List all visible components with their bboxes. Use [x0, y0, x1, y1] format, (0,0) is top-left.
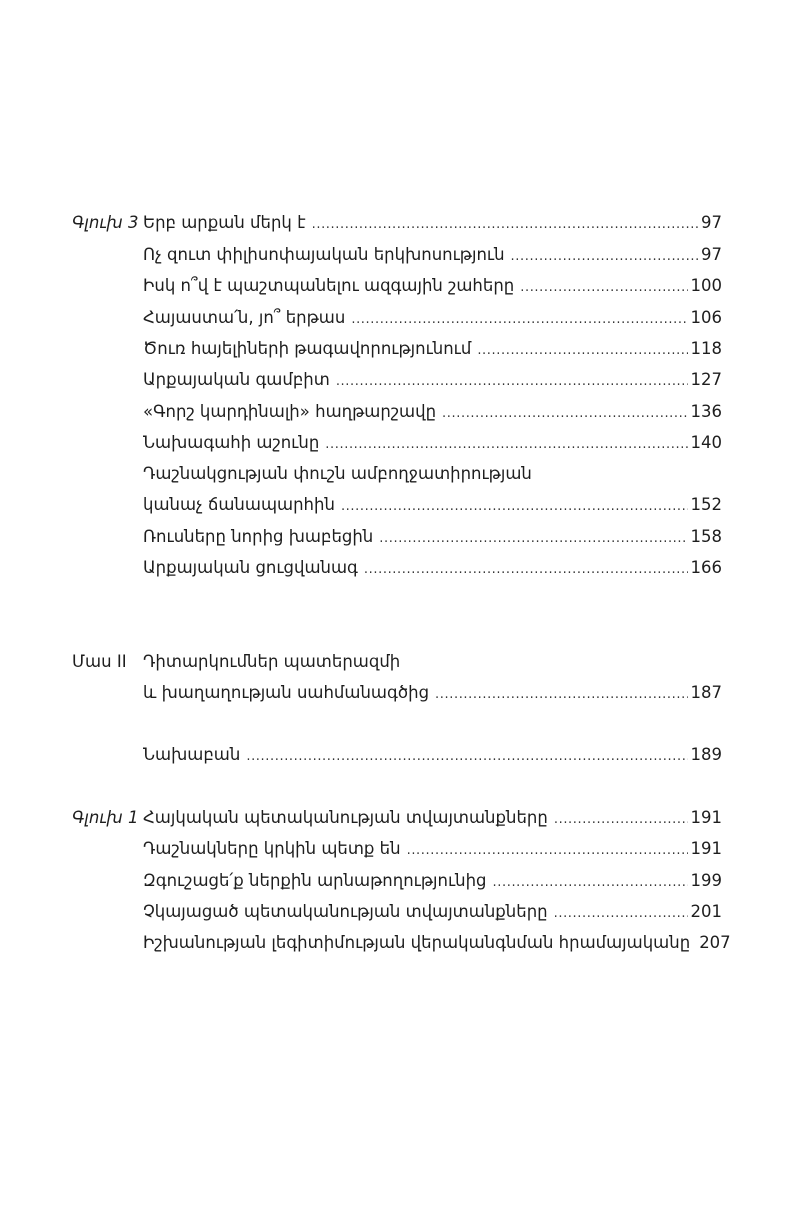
- toc-entry: [143, 834, 722, 866]
- toc-entry: [143, 428, 722, 460]
- entry-title: Դաշնակները կրկին պետք են: [143, 839, 401, 858]
- page-number: 136: [690, 402, 722, 421]
- dot-leader: [442, 399, 687, 429]
- toc-row[interactable]: [0, 522, 797, 552]
- toc-chapter-row[interactable]: [0, 803, 797, 833]
- toc-entry: [143, 740, 722, 772]
- toc-row[interactable]: [0, 897, 797, 927]
- toc-entry: [143, 334, 722, 366]
- dot-leader: [341, 492, 688, 522]
- entry-title: Նախագահի աշունը: [143, 433, 320, 452]
- toc-entry: [143, 240, 722, 272]
- toc-entry: [143, 271, 722, 303]
- entry-title: Դաշնակցության փուշն ամբողջատիրության: [143, 464, 532, 483]
- toc-entry: [143, 365, 722, 397]
- dot-leader: [435, 680, 687, 710]
- dot-leader: [246, 742, 687, 772]
- toc-row[interactable]: [0, 428, 797, 458]
- page-number: 140: [690, 433, 722, 452]
- toc-entry: [143, 208, 722, 240]
- dot-leader: [520, 273, 687, 303]
- entry-title: Զգուշացե՛ք ներքին արնաթողությունից: [143, 871, 487, 890]
- page-number: 207: [699, 933, 731, 952]
- page-number: 158: [690, 527, 722, 546]
- dot-leader: [336, 367, 688, 397]
- toc-row[interactable]: [0, 303, 797, 333]
- page-number: 97: [701, 245, 722, 264]
- dot-leader: [407, 836, 688, 866]
- toc-entry: [143, 678, 722, 710]
- toc-part-row[interactable]: [0, 647, 797, 677]
- toc-entry: [143, 928, 731, 960]
- entry-title: կանաչ ճանապարհին: [143, 495, 335, 514]
- toc-entry: [143, 803, 722, 835]
- toc-row[interactable]: [0, 397, 797, 427]
- toc-row[interactable]: [0, 866, 797, 896]
- entry-title: Իսկ ո՞վ է պաշտպանելու ազգային շահերը: [143, 276, 515, 295]
- entry-title: Արքայական գամբիտ: [143, 370, 330, 389]
- toc-row[interactable]: [0, 334, 797, 364]
- page-number: 189: [690, 745, 722, 764]
- chapter-label: Գլուխ 1: [72, 808, 139, 827]
- page-number: 191: [690, 808, 722, 827]
- toc-entry: [143, 397, 722, 429]
- toc-entry: [143, 303, 722, 335]
- dot-leader: [325, 430, 687, 460]
- entry-title: Իշխանության լեգիտիմության վերականգնման հրամայականը: [143, 933, 691, 952]
- part-title-line2: և խաղաղության սահմանագծից: [143, 683, 430, 702]
- toc-entry: [143, 866, 722, 898]
- toc-row[interactable]: [0, 240, 797, 270]
- toc-row[interactable]: [0, 553, 797, 583]
- dot-leader: [351, 305, 687, 335]
- toc-entry: [143, 897, 722, 929]
- preface-title: Նախաբան: [143, 745, 241, 764]
- chapter-title: Հայկական պետականության տվայտանքները: [143, 808, 548, 827]
- part-title-line1: Դիտարկումներ պատերազմի: [143, 652, 401, 671]
- page-number: 127: [690, 370, 722, 389]
- part-label: Մաս II: [72, 652, 127, 671]
- dot-leader: [312, 210, 698, 240]
- toc-row[interactable]: [0, 365, 797, 395]
- dot-leader: [379, 524, 687, 554]
- dot-leader: [511, 242, 698, 272]
- page-number: 166: [690, 558, 722, 577]
- dot-leader: [493, 868, 688, 898]
- toc-entry: [143, 522, 722, 554]
- toc-row[interactable]: [0, 490, 797, 520]
- page-number: 152: [690, 495, 722, 514]
- toc-row-continued[interactable]: [0, 459, 797, 489]
- page-number: 97: [701, 213, 722, 232]
- toc-chapter-row[interactable]: [0, 208, 797, 238]
- toc-entry: [143, 459, 722, 489]
- page-number: 191: [690, 839, 722, 858]
- toc-entry: [143, 553, 722, 585]
- dot-leader: [554, 805, 688, 835]
- entry-title: Ծուռ հայելիների թագավորությունում: [143, 339, 472, 358]
- entry-title: Հայաստա՛ն, յո՞ երթաս: [143, 308, 346, 327]
- toc-row[interactable]: [0, 271, 797, 301]
- toc-entry: [143, 647, 722, 677]
- entry-title: Չկայացած պետականության տվայտանքները: [143, 902, 548, 921]
- toc-part-row-continued[interactable]: [0, 678, 797, 708]
- entry-title: Արքայական ցուցվանագ: [143, 558, 358, 577]
- page-number: 187: [690, 683, 722, 702]
- page-number: 100: [690, 276, 722, 295]
- page-number: 106: [690, 308, 722, 327]
- page-number: 118: [690, 339, 722, 358]
- entry-title: Ռուսները նորից խաբեցին: [143, 527, 374, 546]
- toc-row[interactable]: [0, 834, 797, 864]
- chapter-title: Երբ արքան մերկ է: [143, 213, 306, 232]
- page-number: 201: [690, 902, 722, 921]
- dot-leader: [477, 336, 687, 366]
- dot-leader: [554, 899, 688, 929]
- toc-row[interactable]: [0, 928, 797, 958]
- entry-title: Ոչ զուտ փիլիսոփայական երկխոսություն: [143, 245, 505, 264]
- page-number: 199: [690, 871, 722, 890]
- toc-row[interactable]: [0, 740, 797, 770]
- dot-leader: [364, 555, 688, 585]
- entry-title: «Գորշ կարդինալի» հաղթարշավը: [143, 402, 437, 421]
- chapter-label: Գլուխ 3: [72, 213, 139, 232]
- toc-entry: [143, 490, 722, 522]
